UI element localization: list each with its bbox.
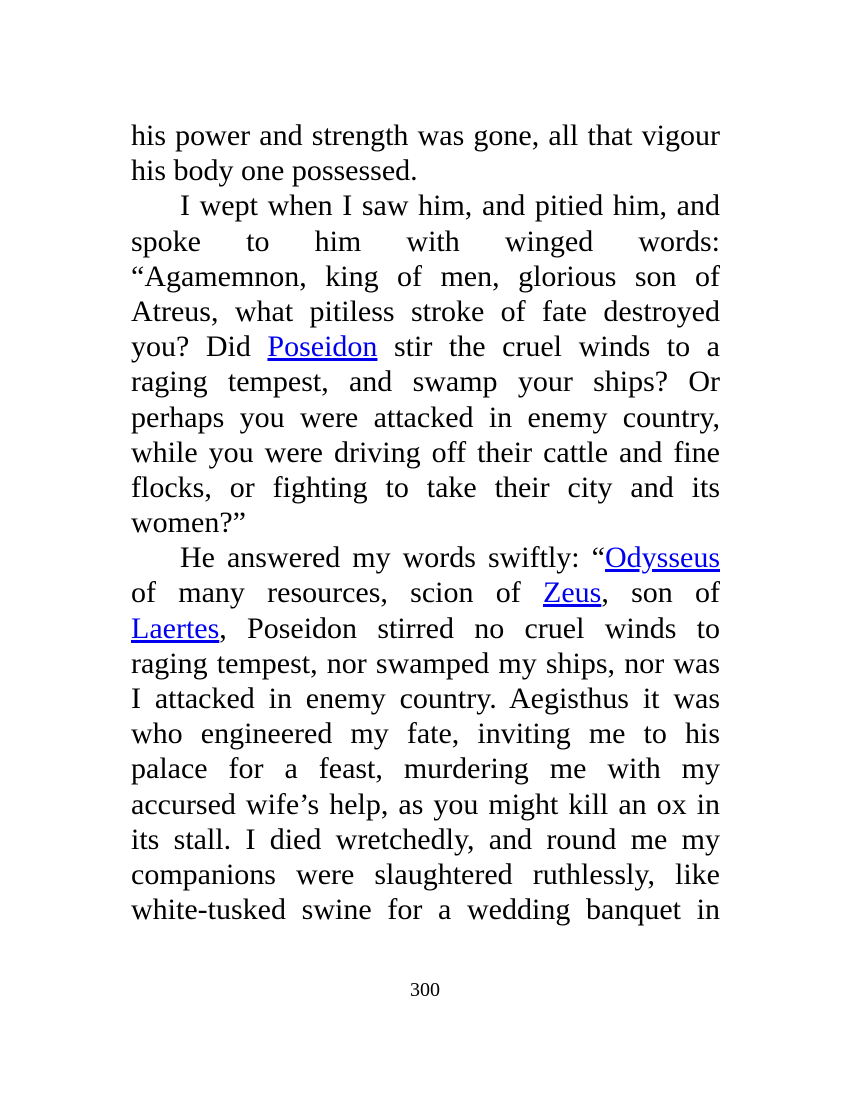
text-segment: you? Did bbox=[131, 330, 268, 364]
text-line bbox=[131, 329, 720, 364]
text-line bbox=[131, 611, 720, 646]
text-segment: Atreus, what pitiless stroke of fate destroyed bbox=[131, 294, 720, 328]
text-segment: who engineered my fate, inviting me to his bbox=[131, 717, 720, 751]
paragraph bbox=[131, 118, 720, 188]
text-line bbox=[131, 787, 720, 822]
text-line bbox=[131, 681, 720, 716]
text-segment: I attacked in enemy country. Aegisthus it was bbox=[131, 682, 720, 715]
text-segment: its stall. I died wretchedly, and round me my bbox=[131, 822, 720, 856]
body-text bbox=[131, 118, 720, 927]
text-segment: of many resources, scion of bbox=[131, 576, 543, 610]
text-segment: palace for a feast, murdering me with my bbox=[131, 752, 720, 786]
paragraph bbox=[131, 188, 720, 540]
text-segment: , Poseidon stirred no cruel winds to bbox=[219, 611, 720, 645]
text-segment: accursed wife’s help, as you might kill an ox in bbox=[131, 787, 720, 821]
text-segment: flocks, or fighting to take their city and its bbox=[131, 470, 720, 504]
text-segment: I wept when I saw him, and pitied him, and bbox=[180, 189, 720, 223]
text-line bbox=[131, 118, 720, 153]
link-poseidon[interactable]: Poseidon bbox=[267, 330, 378, 364]
text-segment: “Agamemnon, king of men, glorious son of bbox=[131, 259, 720, 293]
text-segment: companions were slaughtered ruthlessly, like bbox=[131, 857, 720, 891]
text-line bbox=[131, 259, 720, 294]
text-line bbox=[131, 224, 720, 259]
text-line bbox=[131, 364, 720, 399]
text-line bbox=[131, 400, 720, 435]
text-line bbox=[131, 153, 720, 188]
text-line bbox=[131, 540, 720, 575]
text-segment: perhaps you were attacked in enemy country, bbox=[131, 400, 720, 434]
text-segment: white-tusked swine for a wedding banquet in bbox=[131, 893, 720, 927]
text-segment: , son of bbox=[601, 576, 720, 610]
text-line bbox=[131, 470, 720, 505]
text-segment: his body one possessed. bbox=[131, 154, 418, 188]
text-segment: He answered my words swiftly: “ bbox=[180, 541, 605, 575]
text-segment: his power and strength was gone, all that vigour bbox=[131, 119, 720, 152]
link-laertes[interactable]: Laertes bbox=[131, 611, 220, 645]
paragraph bbox=[131, 540, 720, 927]
page-number: 300 bbox=[410, 979, 440, 1001]
text-line bbox=[131, 435, 720, 470]
text-line bbox=[131, 716, 720, 751]
link-odysseus[interactable]: Odysseus bbox=[604, 541, 720, 575]
text-line bbox=[131, 646, 720, 681]
text-segment: spoke to him with winged words: bbox=[131, 224, 720, 258]
text-line bbox=[131, 294, 720, 329]
text-segment: raging tempest, nor swamped my ships, nor was bbox=[131, 646, 720, 680]
text-segment: while you were driving off their cattle and fine bbox=[131, 435, 720, 469]
text-line bbox=[131, 188, 720, 223]
text-segment: women?” bbox=[131, 506, 246, 540]
link-zeus[interactable]: Zeus bbox=[543, 576, 602, 610]
text-line bbox=[131, 751, 720, 786]
text-line bbox=[131, 575, 720, 610]
text-line bbox=[131, 857, 720, 892]
text-line bbox=[131, 505, 720, 540]
text-line bbox=[131, 822, 720, 857]
text-line bbox=[131, 892, 720, 927]
text-segment: stir the cruel winds to a bbox=[377, 330, 720, 364]
text-segment: raging tempest, and swamp your ships? Or bbox=[131, 365, 720, 399]
